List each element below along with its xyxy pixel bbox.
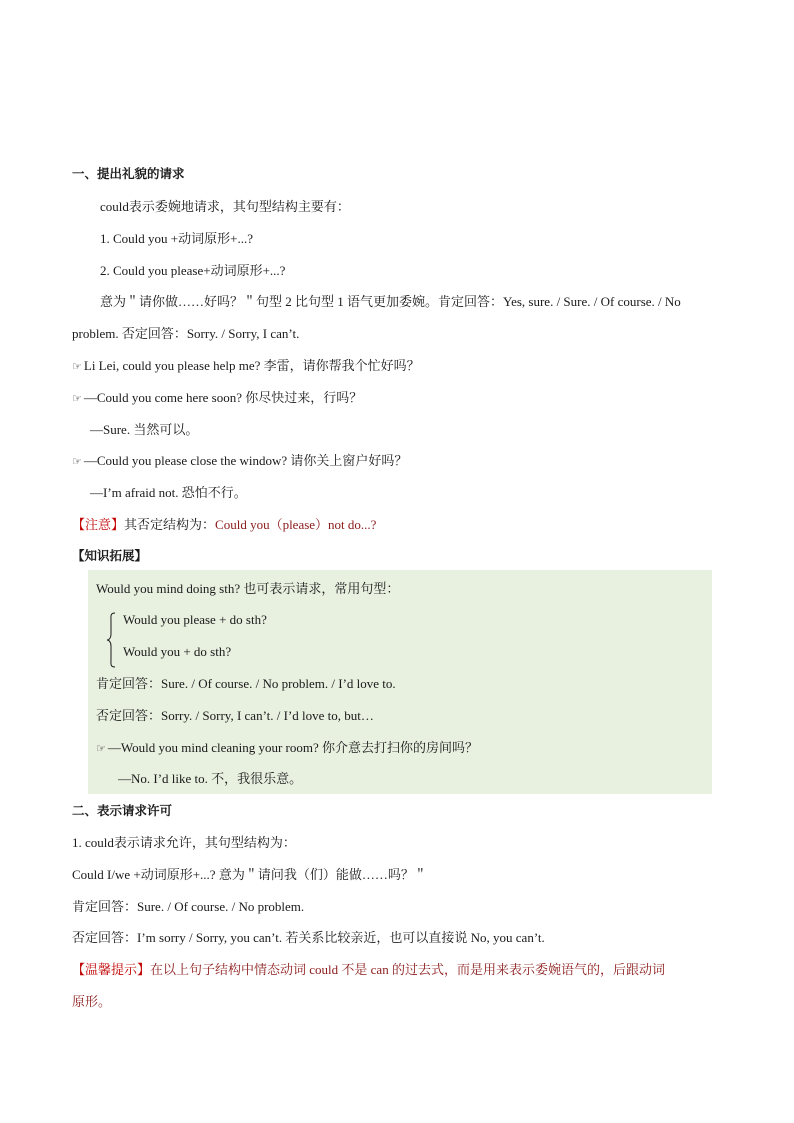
section2-p1: 1. could表示请求允许，其句型结构为：: [72, 835, 296, 850]
note-tag: 【注意】: [72, 517, 125, 532]
section2-positive: 肯定回答：Sure. / Of course. / No problem.: [72, 899, 305, 914]
section2-negative: 否定回答：I’m sorry / Sorry, you can’t. 若关系比较亲近，也可以直接说 No, you can’t.: [72, 930, 545, 945]
box-line-2: Would you please + do sth?: [123, 612, 267, 627]
tip-tag: 【温馨提示】: [72, 962, 151, 977]
extension-heading: 【知识拓展】: [72, 548, 148, 563]
section1-intro: could表示委婉地请求，其句型结构主要有：: [100, 199, 350, 214]
example-2-question: ☞ —Could you come here soon? 你尽快过来，行吗？: [72, 390, 363, 405]
pointing-hand-icon: ☞: [72, 455, 82, 468]
section2-p2: Could I/we +动词原形+...? 意为＂请问我（们）能做……吗？＂: [72, 867, 427, 882]
box-line-1: Would you mind doing sth? 也可表示请求，常用句型：: [96, 581, 400, 596]
box-line-3: Would you + do sth?: [123, 644, 232, 659]
meaning-line-a: 意为＂请你做……好吗？＂句型 2 比句型 1 语气更加委婉。肯定回答：Yes, sure. / Sure. / Of course. / No: [100, 294, 681, 309]
note-line: [72, 516, 376, 534]
example-3-question: ☞ —Could you please close the window? 请你关上窗户好吗？: [72, 453, 408, 468]
tip-line-a: [72, 961, 665, 979]
brace-icon: [106, 612, 116, 668]
pattern-2: 2. Could you please+动词原形+...?: [100, 263, 286, 278]
tip-text: 在以上句子结构中情态动词 could 不是 can 的过去式，而是用来表示委婉语气的，后跟动词: [150, 962, 665, 977]
pointing-hand-icon: ☞: [72, 360, 82, 373]
box-line-7: —No. I’d like to. 不，我很乐意。: [118, 771, 303, 786]
example-2-answer: —Sure. 当然可以。: [90, 422, 199, 437]
box-line-5: 否定回答：Sorry. / Sorry, I can’t. / I’d love to, but…: [96, 708, 374, 723]
meaning-line-b: problem. 否定回答：Sorry. / Sorry, I can’t.: [72, 326, 300, 341]
pointing-hand-icon: ☞: [72, 392, 82, 405]
section1-heading: 一、提出礼貌的请求: [72, 166, 185, 181]
box-line-6: ☞ —Would you mind cleaning your room? 你介意去打扫你的房间吗？: [96, 740, 479, 755]
pattern-1: 1. Could you +动词原形+...?: [100, 231, 253, 246]
pointing-hand-icon: ☞: [96, 742, 106, 755]
example-3-answer: —I’m afraid not. 恐怕不行。: [90, 485, 247, 500]
section2-heading: 二、表示请求许可: [72, 803, 173, 818]
tip-line-b: 原形。: [72, 994, 112, 1009]
note-text: 其否定结构为：: [124, 517, 216, 532]
note-structure: Could you（please）not do...?: [215, 517, 377, 532]
example-1: ☞ Li Lei, could you please help me? 李雷，请你帮我个忙好吗？: [72, 358, 420, 373]
box-line-4: 肯定回答：Sure. / Of course. / No problem. / I’d love to.: [96, 676, 396, 691]
